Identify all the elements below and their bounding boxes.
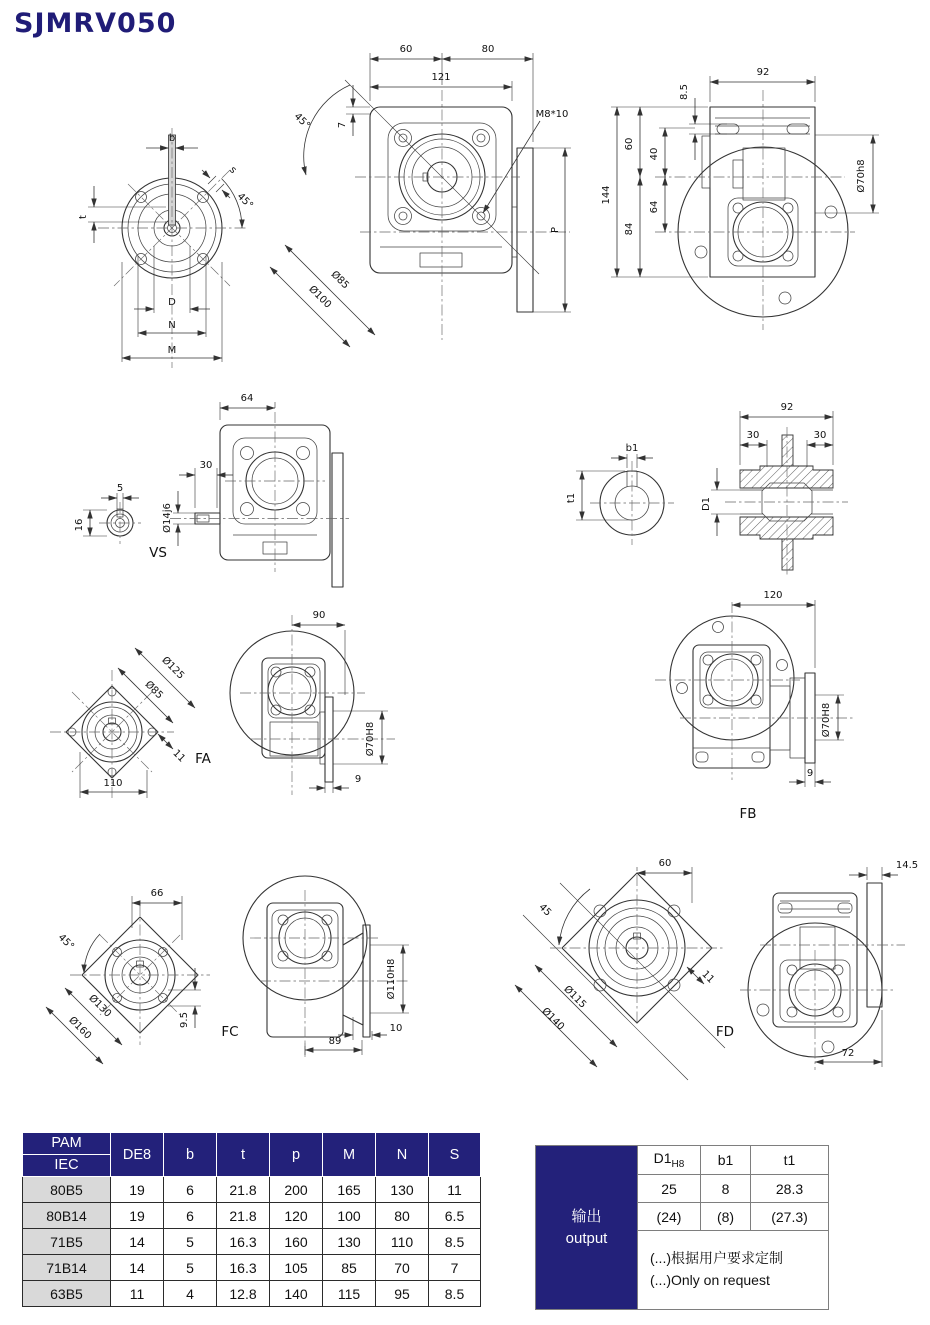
- row-name: 71B14: [23, 1255, 111, 1281]
- cell: 160: [270, 1229, 323, 1255]
- dim-72: 72: [841, 1048, 855, 1059]
- dim-11: 11: [170, 747, 188, 765]
- dim-92: 92: [780, 402, 794, 413]
- line-art: [655, 602, 855, 780]
- note-en: (...)Only on request: [650, 1272, 770, 1288]
- col-header-b1: b1: [701, 1146, 751, 1175]
- cell: 165: [323, 1177, 376, 1203]
- dim-dia160: Ø160: [66, 1014, 94, 1042]
- output-table: [535, 1145, 829, 1310]
- page-title: SJMRV050: [14, 8, 177, 39]
- label-fb: FB: [739, 806, 757, 822]
- cell: 8.5: [429, 1281, 481, 1307]
- dimensions: [46, 888, 239, 1064]
- dim-60: 60: [658, 858, 672, 869]
- row-name: 80B5: [23, 1177, 111, 1203]
- dim-b1: b1: [625, 443, 639, 454]
- dim-45deg: 45°: [291, 111, 312, 132]
- cell: 200: [270, 1177, 323, 1203]
- cell: (8): [701, 1203, 751, 1231]
- drawing-fc-side-view: [250, 865, 420, 1070]
- cell: 25: [638, 1175, 701, 1203]
- dim-m8x10: M8*10: [535, 109, 569, 120]
- line-art: [99, 412, 349, 587]
- row-name: 71B5: [23, 1229, 111, 1255]
- dimensions: [515, 858, 734, 1067]
- dim-30: 30: [199, 460, 213, 471]
- note-cn: (...)根据用户要求定制: [650, 1250, 783, 1267]
- cell: 7: [429, 1255, 481, 1281]
- line-art: [230, 615, 395, 795]
- dim-dia110H8: Ø110H8: [386, 958, 397, 1000]
- cell: 14: [111, 1255, 164, 1281]
- line-art: [740, 883, 905, 1070]
- cell: 21.8: [217, 1203, 270, 1229]
- dim-dia85: Ø85: [142, 679, 165, 702]
- cell: 140: [270, 1281, 323, 1307]
- drawing-side-view: [595, 40, 895, 340]
- dim-121: 121: [431, 72, 451, 83]
- output-label-cell: [536, 1146, 638, 1310]
- dim-dia115: Ø115: [561, 983, 589, 1011]
- dim-dia140: Ø140: [539, 1005, 567, 1033]
- dim-120: 120: [763, 590, 783, 601]
- col-header-b: b: [164, 1133, 217, 1177]
- cell: 21.8: [217, 1177, 270, 1203]
- col-header-m: M: [323, 1133, 376, 1177]
- dim-8-5: 8.5: [679, 84, 690, 100]
- table-row: [23, 1203, 481, 1229]
- dimensions: [80, 648, 212, 798]
- drawing-fa-side-view: [240, 600, 405, 805]
- table-row: [23, 1177, 481, 1203]
- dim-dia70H8: Ø70H8: [821, 702, 832, 738]
- dim-10: 10: [389, 1023, 403, 1034]
- drawing-fd-flange: [505, 855, 735, 1095]
- dim-30-right: 30: [813, 430, 827, 441]
- cell: 8.5: [429, 1229, 481, 1255]
- cell: 110: [376, 1229, 429, 1255]
- dim-P: P: [550, 226, 561, 234]
- col-header-d1h8: [638, 1146, 701, 1175]
- cell: 115: [323, 1281, 376, 1307]
- dim-dia70h8: Ø70h8: [856, 159, 867, 193]
- dimensions: [78, 133, 255, 362]
- dimensions: [305, 945, 409, 1055]
- cell: (24): [638, 1203, 701, 1231]
- cell: 16.3: [217, 1229, 270, 1255]
- dim-t: t: [78, 215, 89, 219]
- dim-14-5: 14.5: [895, 860, 919, 871]
- dimensions: [270, 44, 571, 347]
- dim-s: s: [227, 164, 239, 176]
- dim-66: 66: [150, 888, 164, 899]
- dim-92: 92: [756, 67, 770, 78]
- label-fc: FC: [221, 1024, 239, 1040]
- dim-dia100: Ø100: [306, 283, 334, 311]
- dim-64: 64: [240, 393, 254, 404]
- dimensions: [732, 590, 844, 822]
- drawing-hollow-shaft-section: [700, 395, 860, 580]
- dim-dia125: Ø125: [159, 654, 187, 682]
- dim-dia130: Ø130: [86, 992, 114, 1020]
- cell: 8: [701, 1175, 751, 1203]
- dim-60: 60: [399, 44, 413, 55]
- line-art: [655, 90, 855, 330]
- dim-9-5: 9.5: [179, 1012, 190, 1028]
- pam-iec-corner-cell: [23, 1133, 111, 1177]
- drawing-front-view: [270, 35, 590, 365]
- dim-dia14j6: Ø14j6: [162, 503, 173, 533]
- dim-45deg: 45°: [234, 191, 255, 212]
- dim-dia70H8: Ø70H8: [365, 721, 376, 757]
- output-label-cn: 输出: [571, 1207, 602, 1225]
- table-row: [23, 1229, 481, 1255]
- dim-89: 89: [328, 1036, 342, 1047]
- cell: 130: [323, 1229, 376, 1255]
- dim-D1: D1: [701, 496, 712, 512]
- col-header-p: p: [270, 1133, 323, 1177]
- col-header-n: N: [376, 1133, 429, 1177]
- dim-45deg: 45°: [55, 932, 76, 953]
- dim-40: 40: [649, 147, 660, 161]
- dim-7: 7: [337, 121, 348, 129]
- cell: 11: [111, 1281, 164, 1307]
- request-note-cell: [638, 1231, 829, 1310]
- col-header-t: t: [217, 1133, 270, 1177]
- cell: 19: [111, 1177, 164, 1203]
- dimensions: [292, 610, 388, 793]
- dim-t1: t1: [566, 492, 577, 504]
- drawing-fa-flange: [40, 630, 245, 815]
- cell: 5: [164, 1229, 217, 1255]
- dim-D: D: [168, 297, 176, 308]
- drawing-fc-flange: [40, 860, 245, 1085]
- dim-b: b: [168, 133, 176, 144]
- table-row: [23, 1255, 481, 1281]
- cell: 4: [164, 1281, 217, 1307]
- cell: (27.3): [751, 1203, 829, 1231]
- cell: 6: [164, 1177, 217, 1203]
- dim-30-left: 30: [746, 430, 760, 441]
- row-name: 80B14: [23, 1203, 111, 1229]
- row-name: 63B5: [23, 1281, 111, 1307]
- dim-dia85: Ø85: [328, 269, 351, 292]
- cell: 95: [376, 1281, 429, 1307]
- dim-N: N: [168, 320, 176, 331]
- line-art: [98, 128, 248, 368]
- pam-label: PAM: [23, 1133, 110, 1155]
- dimensions: [74, 393, 275, 561]
- line-art: [523, 873, 725, 1080]
- cell: 28.3: [751, 1175, 829, 1203]
- cell: 80: [376, 1203, 429, 1229]
- dim-110: 110: [103, 778, 123, 789]
- drawing-fd-side-view: [740, 855, 925, 1075]
- dimensions: [601, 67, 879, 277]
- table-row: [23, 1281, 481, 1307]
- cell: 120: [270, 1203, 323, 1229]
- dim-45deg: 45: [536, 901, 554, 919]
- cell: 6: [164, 1203, 217, 1229]
- dimensions: [566, 443, 653, 520]
- cell: 12.8: [217, 1281, 270, 1307]
- label-fa: FA: [195, 751, 211, 767]
- dim-9: 9: [354, 774, 362, 785]
- cell: 14: [111, 1229, 164, 1255]
- dim-5: 5: [116, 483, 124, 494]
- cell: 85: [323, 1255, 376, 1281]
- cell: 70: [376, 1255, 429, 1281]
- dim-144: 144: [601, 185, 612, 205]
- d1-label: D1: [653, 1150, 672, 1167]
- line-art: [590, 461, 674, 545]
- line-art: [243, 876, 410, 1060]
- iec-label: IEC: [54, 1157, 79, 1173]
- cell: 16.3: [217, 1255, 270, 1281]
- col-header-s: S: [429, 1133, 481, 1177]
- dim-M: M: [167, 345, 177, 356]
- drawing-fb-view: [650, 590, 930, 835]
- cell: 5: [164, 1255, 217, 1281]
- h8-subscript: H8: [671, 1158, 685, 1170]
- dim-60: 60: [624, 137, 635, 151]
- dim-64: 64: [649, 200, 660, 214]
- drawing-output-bore-keyway: [560, 430, 680, 575]
- cell: 6.5: [429, 1203, 481, 1229]
- dim-9: 9: [806, 768, 814, 779]
- label-fd: FD: [715, 1024, 735, 1040]
- line-art: [725, 427, 848, 577]
- drawing-motor-flange-face: [80, 110, 275, 380]
- dim-16: 16: [74, 518, 85, 532]
- cell: 11: [429, 1177, 481, 1203]
- dim-90: 90: [312, 610, 326, 621]
- cell: 100: [323, 1203, 376, 1229]
- label-vs: VS: [149, 545, 167, 561]
- dim-11: 11: [699, 968, 717, 986]
- col-header-de8: DE8: [111, 1133, 164, 1177]
- cell: 130: [376, 1177, 429, 1203]
- output-label-en: output: [565, 1229, 608, 1247]
- dim-84: 84: [624, 222, 635, 236]
- col-header-t1: t1: [751, 1146, 829, 1175]
- dim-80: 80: [481, 44, 495, 55]
- pam-iec-table: [22, 1132, 481, 1307]
- drawing-vs-view: [75, 390, 360, 600]
- cell: 19: [111, 1203, 164, 1229]
- cell: 105: [270, 1255, 323, 1281]
